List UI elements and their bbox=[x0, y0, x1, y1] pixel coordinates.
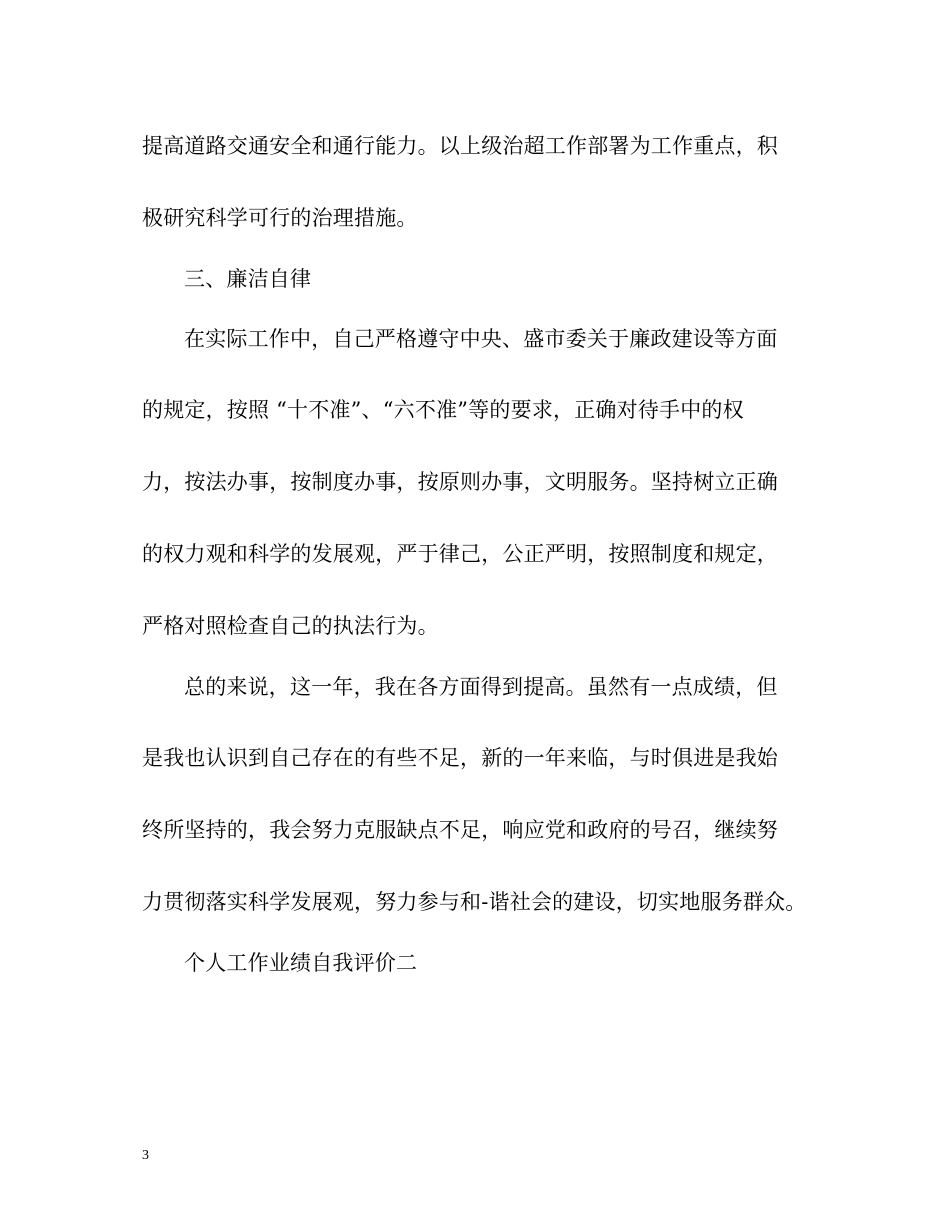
paragraph-line: 力贯彻落实科学发展观，努力参与和-谐社会的建设，切实地服务群众。 bbox=[142, 890, 807, 914]
section-heading: 个人工作业绩自我评价二 bbox=[184, 951, 418, 975]
page-number: 3 bbox=[142, 1148, 149, 1163]
paragraph-line: 的权力观和科学的发展观，严于律己，公正严明，按照制度和规定， bbox=[142, 542, 778, 566]
paragraph-line: 是我也认识到自己存在的有些不足，新的一年来临，与时俱进是我始 bbox=[142, 746, 778, 770]
paragraph-line: 提高道路交通安全和通行能力。以上级治超工作部署为工作重点，积 bbox=[142, 134, 778, 158]
paragraph-line: 终所坚持的，我会努力克服缺点不足，响应党和政府的号召，继续努 bbox=[142, 818, 778, 842]
section-heading: 三、廉洁自律 bbox=[184, 267, 312, 291]
paragraph-line: 在实际工作中，自己严格遵守中央、盛市委关于廉政建设等方面 bbox=[184, 327, 778, 351]
paragraph-line: 力，按法办事，按制度办事，按原则办事，文明服务。坚持树立正确 bbox=[142, 470, 778, 494]
paragraph-line: 严格对照检查自己的执法行为。 bbox=[142, 614, 439, 638]
paragraph-line: 总的来说，这一年，我在各方面得到提高。虽然有一点成绩，但 bbox=[184, 675, 778, 699]
paragraph-line: 极研究科学可行的治理措施。 bbox=[142, 206, 418, 230]
paragraph-line: 的规定，按照 “十不准”、“六不准”等的要求，正确对待手中的权 bbox=[142, 398, 744, 422]
